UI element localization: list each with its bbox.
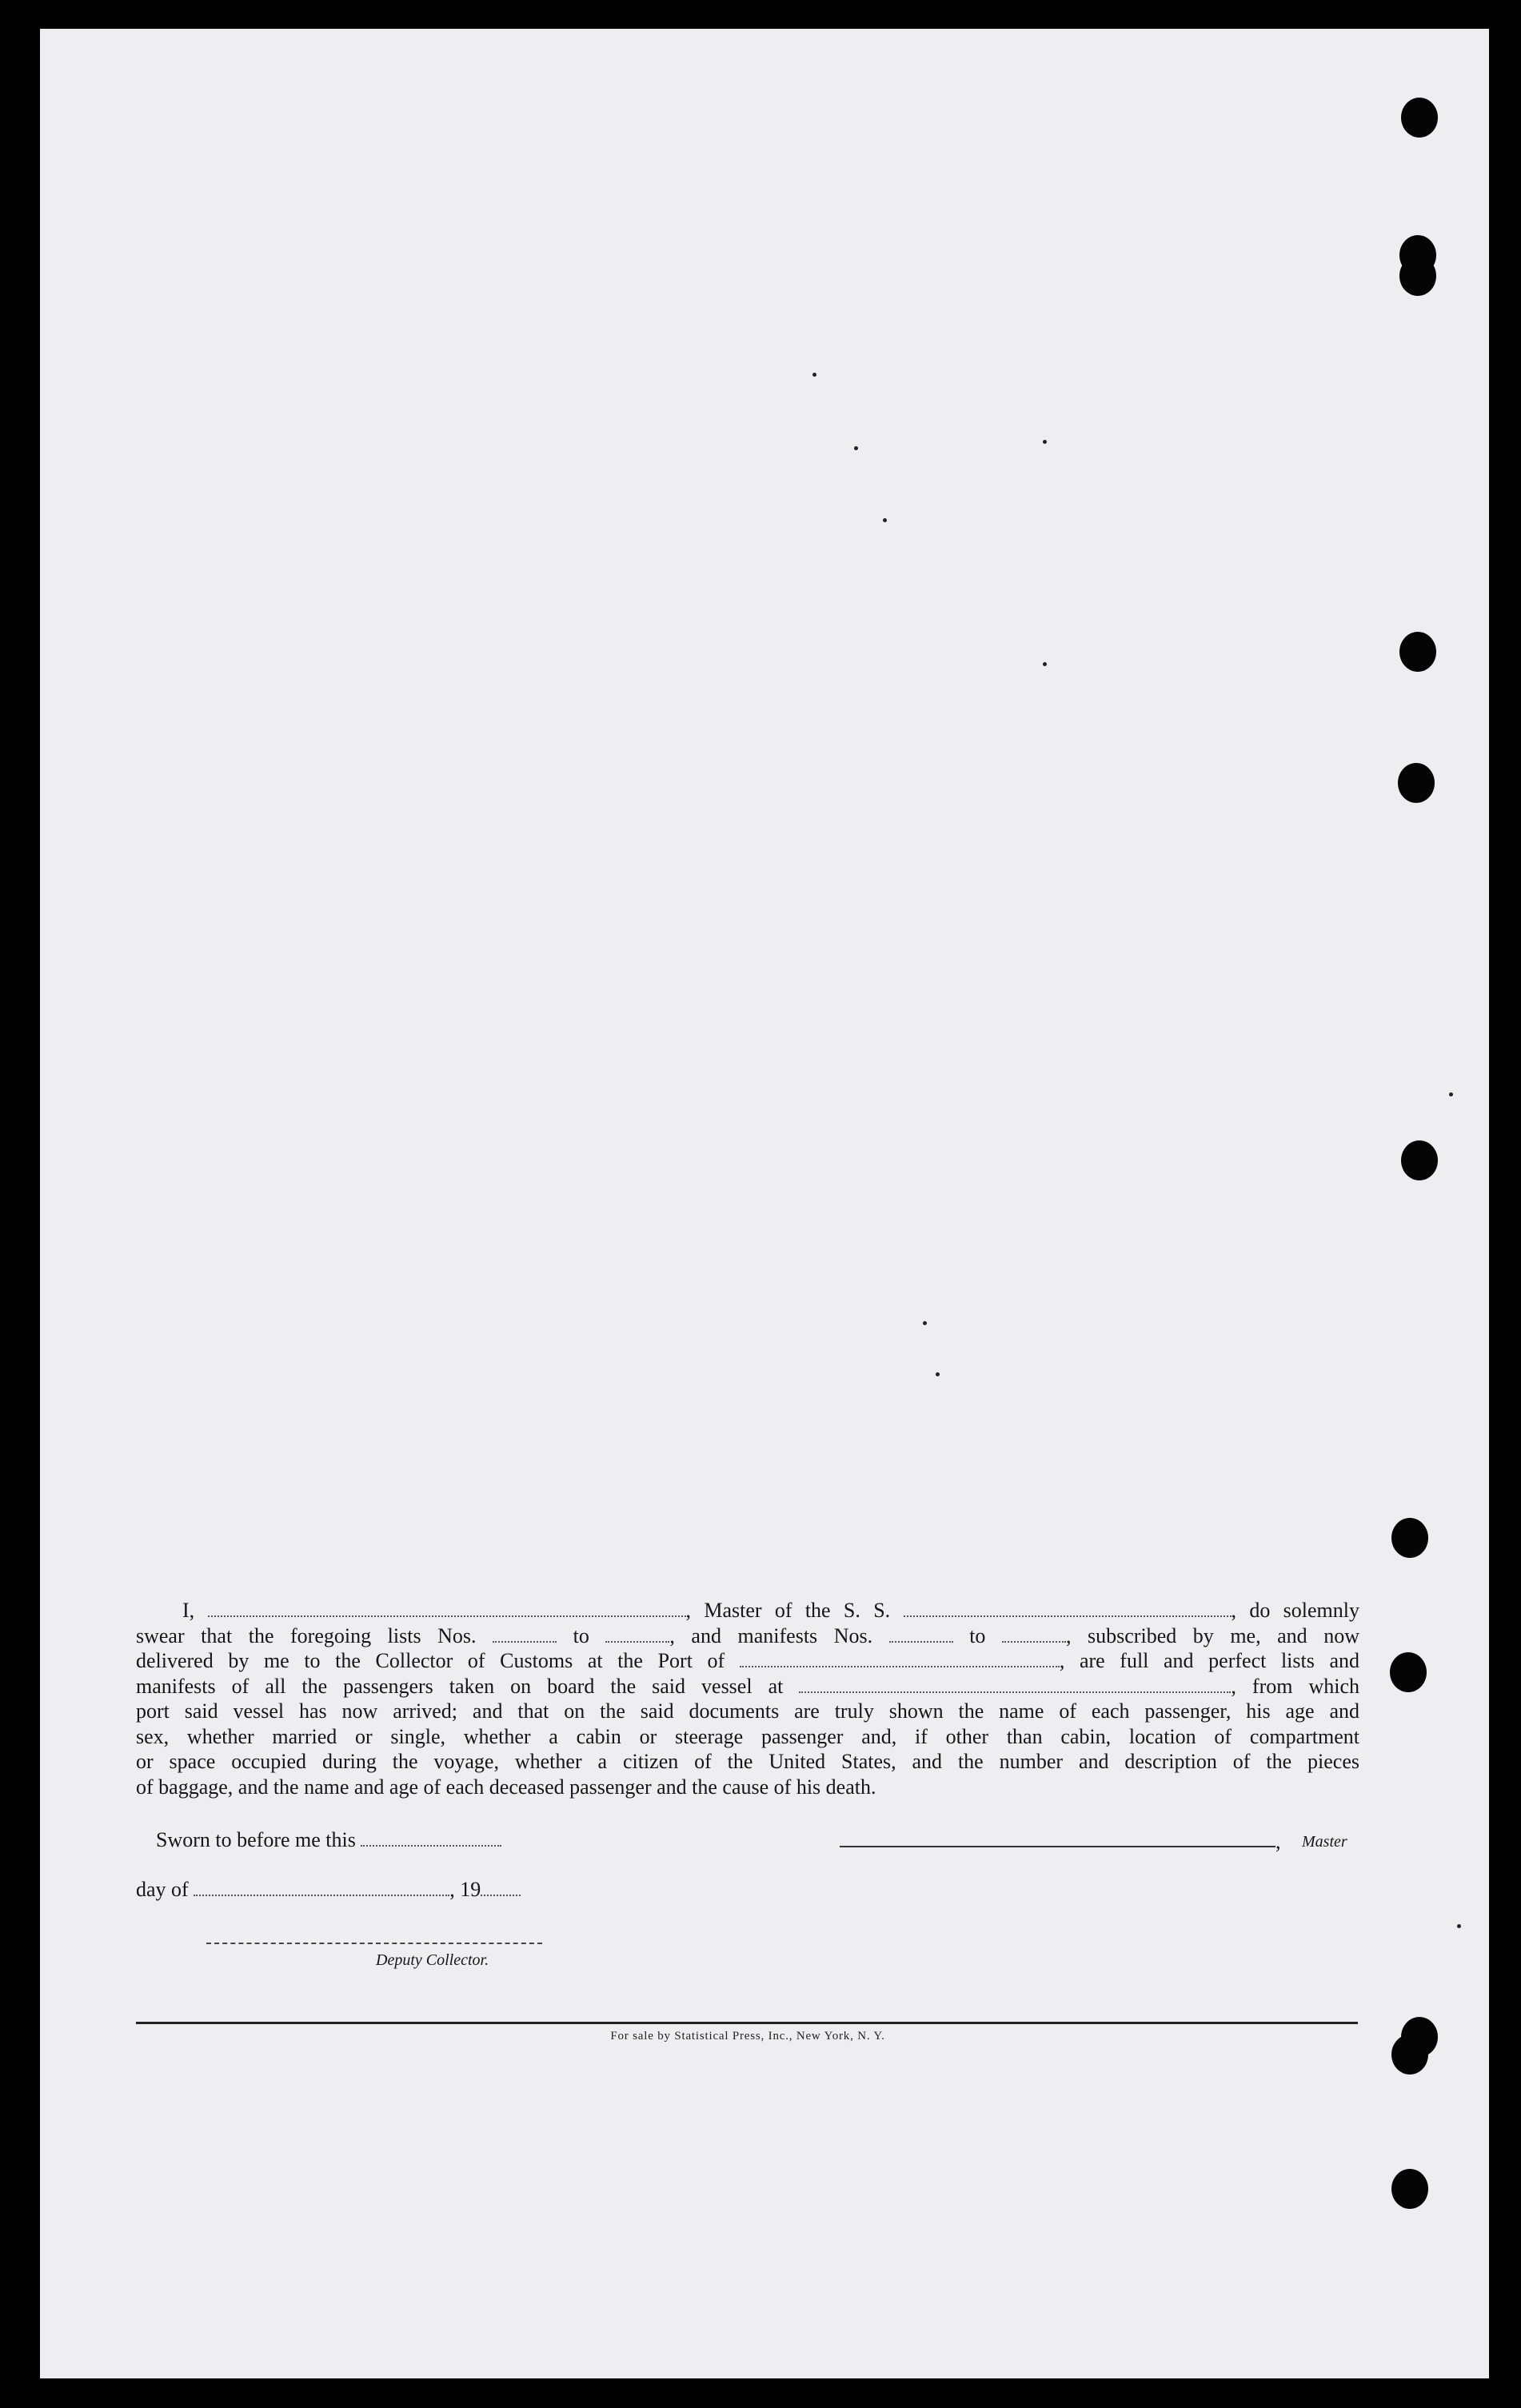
paper-speck xyxy=(812,373,816,377)
punch-hole-7 xyxy=(1391,1518,1428,1558)
lists-from-blank xyxy=(493,1625,557,1643)
oath-text: , subscribed by me, and now xyxy=(1065,1623,1359,1647)
day-of-label: day of xyxy=(136,1878,189,1901)
paper-speck xyxy=(1457,1924,1461,1928)
oath-text: , and manifests Nos. xyxy=(669,1623,873,1647)
paper-speck xyxy=(1043,662,1047,666)
paper-speck xyxy=(854,446,858,450)
punch-hole-4 xyxy=(1399,632,1436,672)
oath-text: delivered by me to the Collector of Customs at the Port of xyxy=(136,1649,725,1672)
deputy-collector-label: Deputy Collector. xyxy=(376,1951,489,1969)
oath-text: , are full and perfect lists and xyxy=(1059,1649,1360,1672)
oath-line-2 xyxy=(136,1623,1359,1649)
sworn-label: Sworn to before me this xyxy=(156,1828,356,1851)
oath-line-8: of baggage, and the name and age of each deceased passenger and the cause of his death. xyxy=(136,1775,876,1799)
punch-hole-1 xyxy=(1401,98,1438,138)
punch-hole-8 xyxy=(1390,1652,1427,1692)
master-label: Master xyxy=(1302,1833,1347,1851)
year-blank xyxy=(481,1879,521,1896)
master-oath xyxy=(136,1598,1359,1799)
oath-text: to xyxy=(573,1623,589,1647)
port-blank xyxy=(740,1650,1060,1667)
punch-hole-6 xyxy=(1401,1140,1438,1180)
paper-speck xyxy=(923,1321,927,1325)
punch-hole-11 xyxy=(1391,2169,1428,2209)
paper-speck xyxy=(883,518,887,522)
footer-rule xyxy=(136,2022,1358,2024)
oath-line-1 xyxy=(136,1598,1359,1623)
punch-hole-5 xyxy=(1398,763,1435,803)
oath-text: swear that the foregoing lists Nos. xyxy=(136,1623,477,1647)
oath-line-4 xyxy=(136,1674,1359,1699)
sworn-line xyxy=(156,1828,501,1852)
oath-line-6: sex, whether married or single, whether a cabin or steerage passenger and, if other than cabin, location of compartment xyxy=(136,1724,1359,1748)
master-comma: , xyxy=(1275,1830,1281,1853)
oath-text: manifests of all the passengers taken on board the said vessel at xyxy=(136,1674,784,1698)
printer-imprint: For sale by Statistical Press, Inc., New York, N. Y. xyxy=(610,2030,885,2043)
oath-text: , do solemnly xyxy=(1231,1599,1359,1622)
deputy-signature-line xyxy=(206,1943,542,1944)
sworn-date-blank xyxy=(361,1829,501,1847)
lists-to-blank xyxy=(605,1625,669,1643)
paper-speck xyxy=(936,1372,940,1376)
oath-text: , Master of the S. S. xyxy=(685,1599,891,1622)
paper-speck xyxy=(1449,1092,1453,1096)
day-of-line xyxy=(136,1878,521,1902)
oath-line-7: or space occupied during the voyage, whether a citizen of the United States, and the number and description of the pieces xyxy=(136,1750,1359,1773)
day-of-month-blank xyxy=(194,1879,449,1896)
year-prefix: , 19 xyxy=(449,1878,481,1901)
oath-text: , from which xyxy=(1231,1674,1360,1698)
manifests-from-blank xyxy=(889,1625,953,1643)
master-signature-line xyxy=(840,1846,1275,1847)
master-name-blank xyxy=(208,1599,686,1617)
vessel-name-blank xyxy=(904,1599,1232,1617)
oath-text: I, xyxy=(182,1599,195,1622)
punch-hole-3 xyxy=(1399,256,1436,296)
manifest-back-page xyxy=(40,29,1489,2378)
paper-speck xyxy=(1043,440,1047,444)
manifests-to-blank xyxy=(1002,1625,1066,1643)
oath-line-3 xyxy=(136,1648,1359,1674)
oath-line-5: port said vessel has now arrived; and that on the said documents are truly shown the name of each passenger, his age and xyxy=(136,1699,1359,1723)
departure-port-blank xyxy=(799,1675,1231,1693)
oath-text: to xyxy=(969,1623,986,1647)
